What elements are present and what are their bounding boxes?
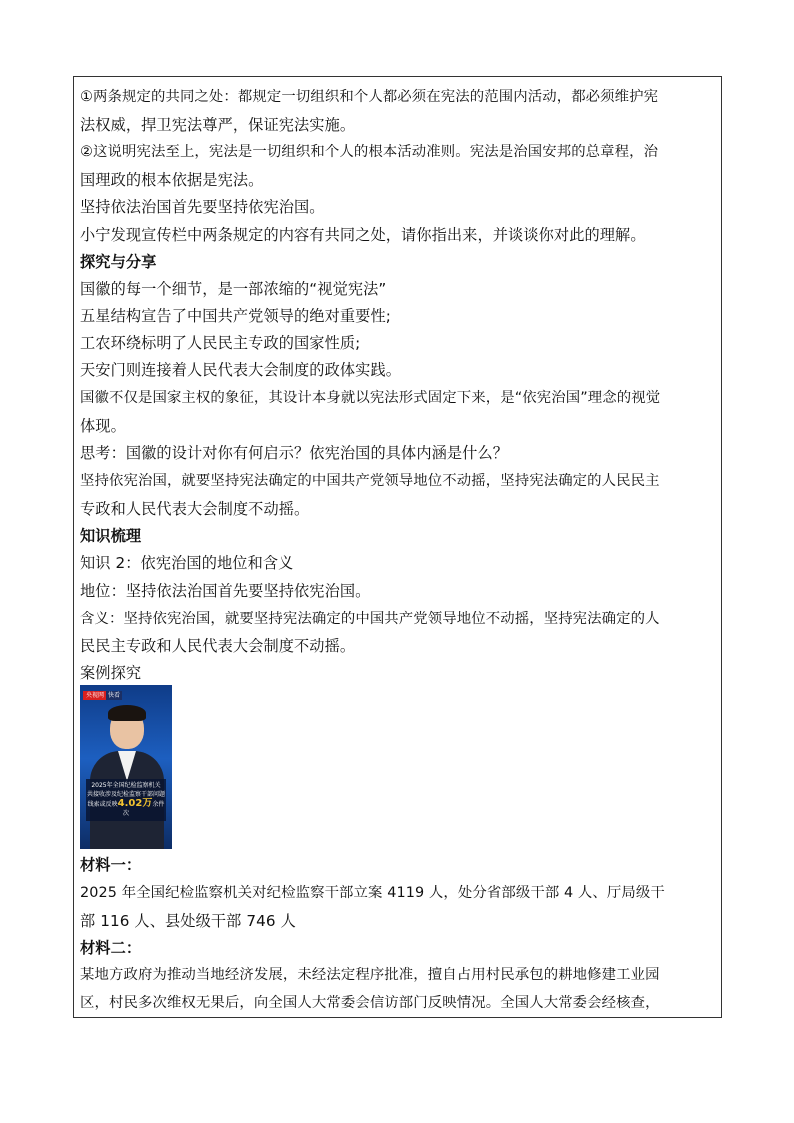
- text-line: 知识 2：依宪治国的地位和含义: [80, 554, 294, 572]
- text-line: 国徽的每一个细节，是一部浓缩的“视觉宪法”: [80, 280, 387, 298]
- anchor-hair: [108, 705, 146, 721]
- text-line: 坚持依宪治国，就要坚持宪法确定的中国共产党领导地位不动摇，坚持宪法确定的人民民主: [80, 473, 660, 489]
- text-line: 工农环绕标明了人民民主专政的国家性质;: [80, 334, 361, 352]
- text-line: 2025 年全国纪检监察机关对纪检监察干部立案 4119 人，处分省部级干部 4 人、厅局级干: [80, 885, 665, 901]
- text-line: 案例探究: [80, 664, 142, 682]
- section-heading: 知识梳理: [80, 527, 142, 545]
- text-line: 含义：坚持依宪治国，就要坚持宪法确定的中国共产党领导地位不动摇，坚持宪法确定的人: [80, 611, 660, 627]
- news-video-thumbnail[interactable]: [80, 685, 172, 849]
- text-line: 思考：国徽的设计对你有何启示？依宪治国的具体内涵是什么？: [80, 444, 509, 462]
- text-line: 部 116 人、县处级干部 746 人: [80, 912, 296, 930]
- text-line: 小宁发现宣传栏中两条规定的内容有共同之处，请你指出来，并谈谈你对此的理解。: [80, 226, 646, 244]
- program-tag: 快看: [108, 692, 121, 699]
- material-heading: 材料一：: [80, 856, 142, 874]
- material-heading: 材料二：: [80, 939, 142, 957]
- text-line: 某地方政府为推动当地经济发展，未经法定程序批准，擅自占用村民承包的耕地修建工业园: [80, 967, 660, 983]
- text-line: 国徽不仅是国家主权的象征，其设计本身就以宪法形式固定下来，是“依宪治国”理念的视觉: [80, 390, 661, 406]
- text-line: 专政和人民代表大会制度不动摇。: [80, 500, 310, 518]
- text-line: 五星结构宣告了中国共产党领导的绝对重要性;: [80, 307, 391, 325]
- text-line: ②这说明宪法至上，宪法是一切组织和个人的根本活动准则。宪法是治国安邦的总章程，治: [80, 144, 659, 160]
- channel-tag: 央视网: [83, 691, 107, 700]
- text-line: ①两条规定的共同之处：都规定一切组织和个人都必须在宪法的范围内活动，都必须维护宪: [80, 89, 659, 105]
- text-line: 坚持依法治国首先要坚持依宪治国。: [80, 198, 325, 216]
- text-line: 地位：坚持依法治国首先要坚持依宪治国。: [80, 582, 371, 600]
- document-table-cell: [73, 76, 722, 1018]
- text-line: 国理政的根本依据是宪法。: [80, 171, 264, 189]
- text-line: 法权威，捍卫宪法尊严，保证宪法实施。: [80, 116, 356, 134]
- text-line: 体现。: [80, 417, 126, 435]
- text-line: 天安门则连接着人民代表大会制度的政体实践。: [80, 361, 402, 379]
- text-line: 民民主专政和人民代表大会制度不动摇。: [80, 637, 356, 655]
- section-heading: 探究与分享: [80, 253, 157, 271]
- text-line: 区，村民多次维权无果后，向全国人大常委会信访部门反映情况。全国人大常委会经核查，: [80, 995, 660, 1011]
- video-caption: 2025年全国纪检监察机关 共接收涉及纪检监察干部问题 线索或反映4.02万余件次: [86, 779, 166, 821]
